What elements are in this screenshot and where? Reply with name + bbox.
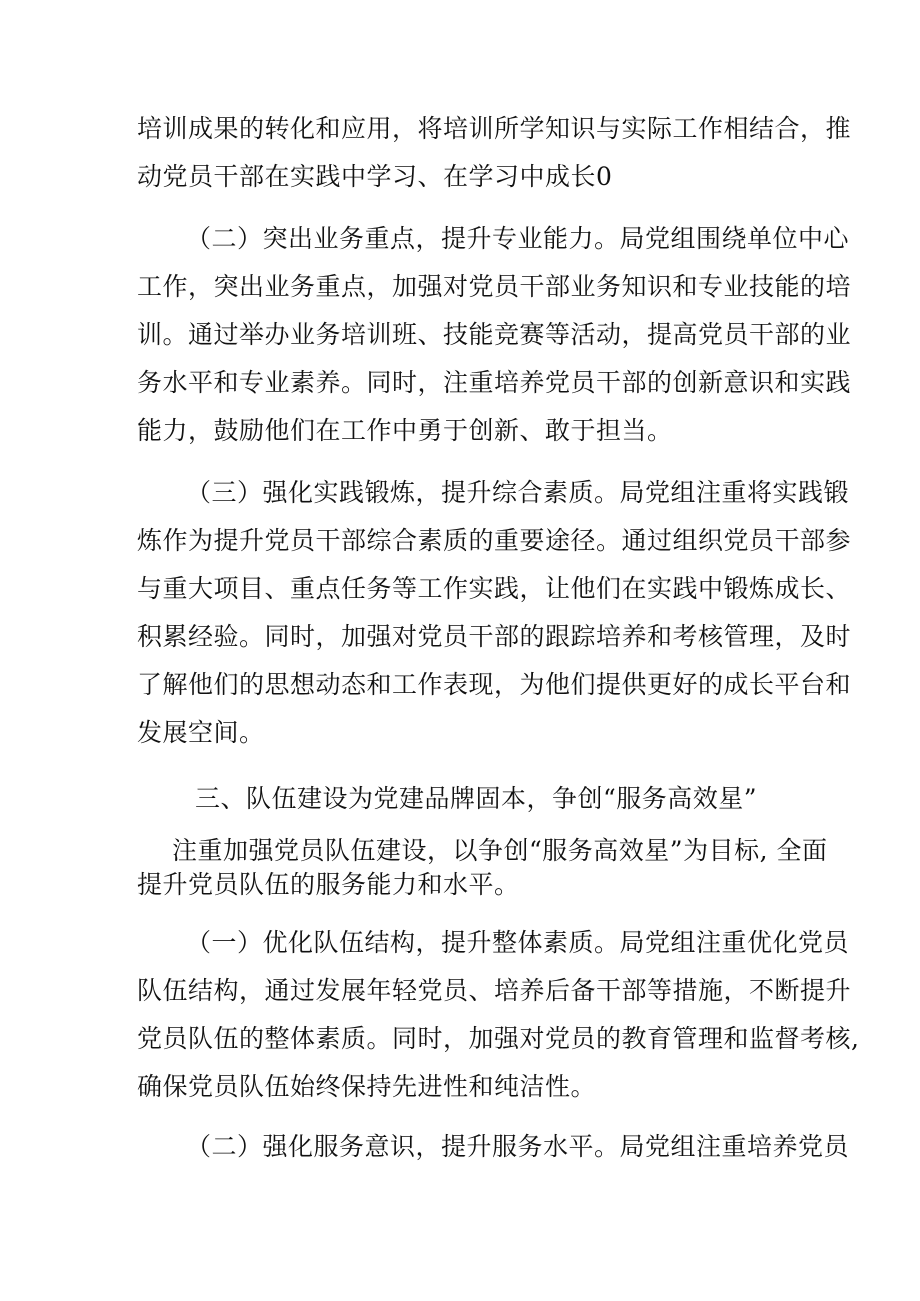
paragraph-line: 培训成果的转化和应用，将培训所学知识与实际工作相结合，推 [137,114,852,143]
paragraph-line: 注重加强党员队伍建设，以争创“服务高效星”为目标, 全面 [172,836,828,865]
paragraph-line: 务水平和专业素养。同时，注重培养党员干部的创新意识和实践 [137,368,852,397]
paragraph-line: 队伍结构，通过发展年轻党员、培养后备干部等措施，不断提升 [137,976,852,1005]
paragraph-line: 确保党员队伍始终保持先进性和纯洁性。 [137,1072,597,1101]
paragraph-line: 与重大项目、重点任务等工作实践，让他们在实践中锻炼成长、 [137,574,852,603]
paragraph-line: 训。通过举办业务培训班、技能竞赛等活动，提高党员干部的业 [137,320,852,349]
paragraph-line: （二）突出业务重点，提升专业能力。局党组围绕单位中心 [186,224,850,253]
paragraph-line: （三）强化实践锻炼，提升综合素质。局党组注重将实践锻 [186,478,850,507]
paragraph-line: 能力，鼓励他们在工作中勇于创新、敢于担当。 [137,416,673,445]
paragraph-line: 提升党员队伍的服务能力和水平。 [137,870,520,899]
paragraph-line: 动党员干部在实践中学习、在学习中成长0 [137,162,613,191]
paragraph-line: 积累经验。同时，加强对党员干部的跟踪培养和考核管理，及时 [137,622,852,651]
section-heading: 三、队伍建设为党建品牌固本，争创“服务高效星” [195,784,758,813]
paragraph-line: 工作，突出业务重点，加强对党员干部业务知识和专业技能的培 [137,272,852,301]
paragraph-line: 党员队伍的整体素质。同时，加强对党员的教育管理和监督考核, [137,1024,860,1053]
paragraph-line: 发展空间。 [137,718,265,747]
paragraph-line: （二）强化服务意识，提升服务水平。局党组注重培养党员 [186,1132,850,1161]
paragraph-line: 炼作为提升党员干部综合素质的重要途径。通过组织党员干部参 [137,526,852,555]
paragraph-line: 了解他们的思想动态和工作表现，为他们提供更好的成长平台和 [137,670,852,699]
paragraph-line: （一）优化队伍结构，提升整体素质。局党组注重优化党员 [186,928,850,957]
